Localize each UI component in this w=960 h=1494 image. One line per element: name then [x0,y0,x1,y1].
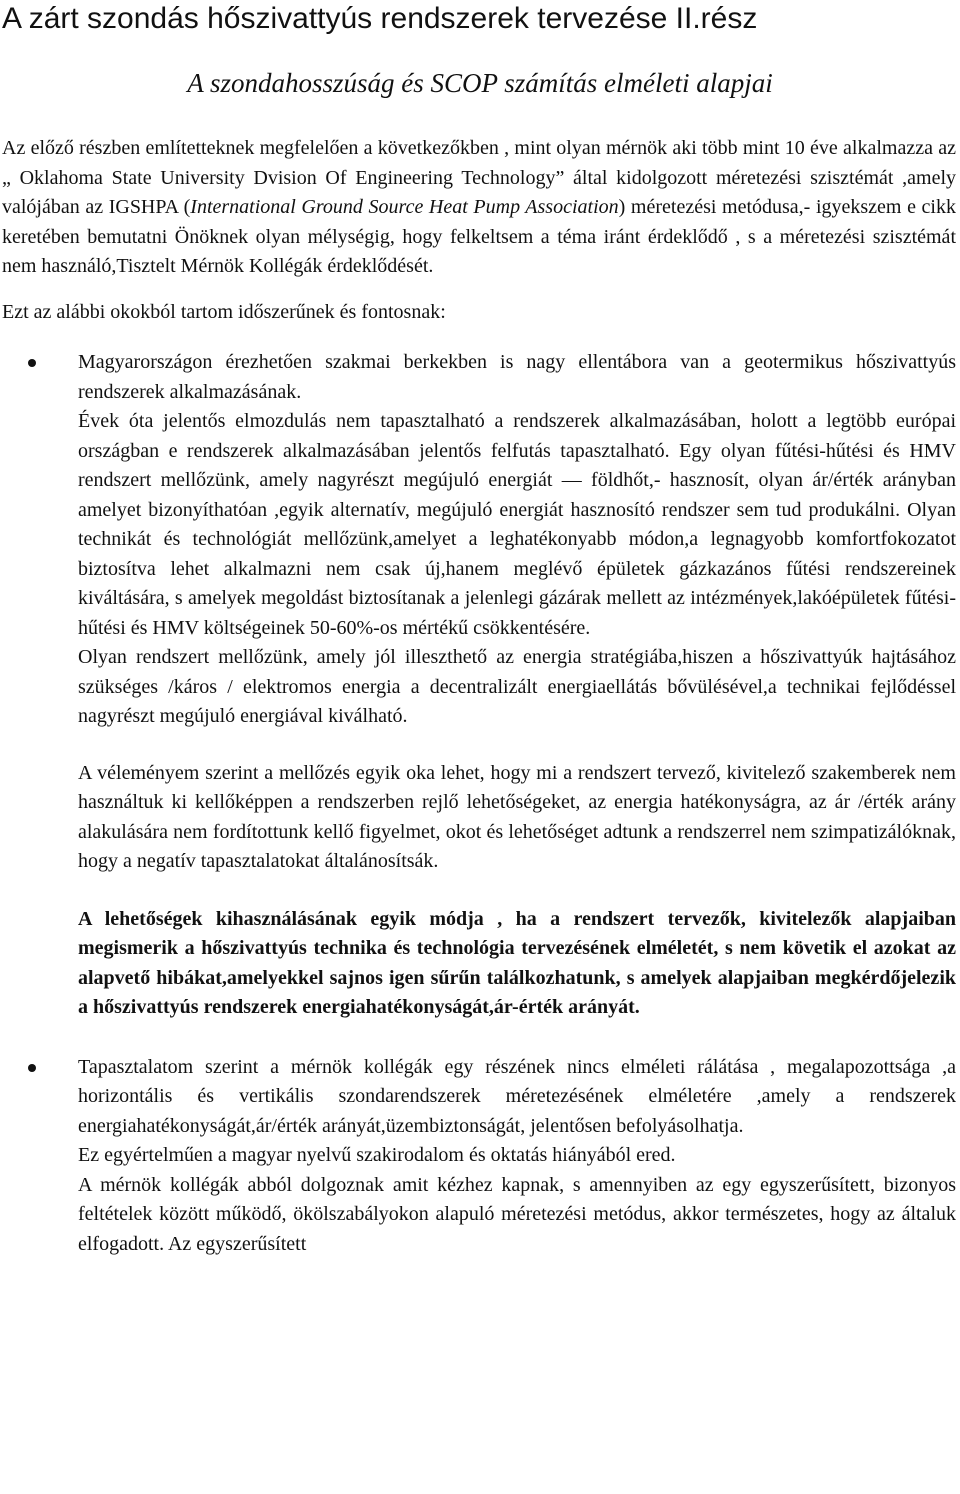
bullet2-paragraph-2: Ez egyértelműen a magyar nyelvű szakirodalom és oktatás hiányából ered. [78,1144,676,1166]
bullet1-paragraph-1: Magyarországon érezhetően szakmai berkekben is nagy ellentábora van a geotermikus hőszivattyús rendszerek alkalmazásának. [78,351,956,403]
spacer [78,1023,956,1053]
spacer [78,732,956,759]
bullet2-paragraph-1: Tapasztalatom szerint a mérnök kollégák egy részének nincs elméleti rálátása , megalapozottsága ,a horizontális és vertikális szondarendszerek méretezésének elméletére ,amely a rendszerek energiahatékonyságát,ár/érték arányát,üzembiztonságát, jelentősen befolyásolhatja. [78,1055,956,1137]
list-item [2,348,956,1053]
intro-paragraph [2,134,956,282]
spacer [78,877,956,905]
document-subtitle: A szondahosszúság és SCOP számítás elméleti alapjai [187,68,773,98]
document-title: A zárt szondás hőszivattyús rendszerek tervezése II.rész [2,2,758,35]
intro-text-b: ) méretezési metódusa,- igyekszem e cikk keretében bemutatni Önöknek olyan mélységig, hogy felkeltsem a téma iránt érdeklődő , s a méretezési szisztémát nem használó,Tisztelt Mérnök Kollégák érdeklődését. [2,196,956,277]
intro-text-a: Az előző részben említetteknek megfelelően a következőkben , mint olyan mérnök aki több mint 10 éve alkalmazza az „ Oklahoma State University Dvision Of Engineering Technology” által kidolgozott méretezési szisztémát ,amely valójában az IGSHPA ( [2,137,956,218]
intro-text-italic: International Ground Source Heat Pump Association [190,196,619,218]
bullet2-paragraph-3: A mérnök kollégák abból dolgoznak amit kézhez kapnak, s amennyiben az egy egyszerűsített, bizonyos feltételek között működő, ökölszabályokon alapuló méretezési metódus, akkor természetes, hogy az általuk elfogadott. Az egyszerűsített [78,1173,956,1255]
document-body [2,134,956,1259]
bullet-icon [28,359,36,367]
list-item [2,1053,956,1260]
reasons-intro: Ezt az alábbi okokból tartom időszerűnek és fontosnak: [2,300,446,323]
bullet1-paragraph-5: A lehetőségek kihasználásának egyik módja , ha a rendszert tervezők, kivitelezők alapjaiban megismerik a hőszivattyús technika és technológia tervezésének elméletét, s nem követik el azokat az alapvető hibákat,amelyekkel sajnos igen sűrűn találkozhatunk, s amelyek alapjaiban megkérdőjelezik a hőszivattyús rendszerek energiahatékonyságát,ár-érték arányát. [78,907,956,1018]
bullet1-paragraph-2: Évek óta jelentős elmozdulás nem tapasztalható a rendszerek alkalmazásában, holott a legtöbb európai országban e rendszerek alkalmazásában jelentős felfutás tapasztalható. Egy olyan fűtési-hűtési és HMV rendszert mellőzünk, amely nagyrészt megújuló energiát — földhőt,- hasznosít, olyan ár/érték arányban amelyet bizonyíthatóan ,egyik alternatív, megújuló energiát hasznosító rendszer sem tud produkálni. Olyan technikát és technológiát mellőzünk,amelyet a leghatékonyabb módon,a legnagyobb komfortfokozatot biztosítva lehet alkalmazni nem csak új,hanem meglévő épületek gázkazános fűtési rendszereinek kiváltására, s amelyek megoldást biztosítanak a jelenlegi gázárak mellett az intézmények,lakóépületek fűtési-hűtési és HMV költségeinek 50-60%-os mértékű csökkentésére. [78,410,956,639]
bullet1-paragraph-3: Olyan rendszert mellőzünk, amely jól illeszthető az energia stratégiába,hiszen a hőszivattyúk hajtásához szükséges /káros / elektromos energia a decentralizált energiaellátás bővülésével,a technikai fejlődéssel nagyrészt megújuló energiával kiválható. [78,646,956,727]
reasons-list [2,348,956,1259]
bullet1-paragraph-4: A véleményem szerint a mellőzés egyik oka lehet, hogy mi a rendszert tervező, kivitelező szakemberek nem használtuk ki kellőképpen a rendszerben rejlő lehetőségeket, az energia hatékonyságra, az ár /érték arány alakulására nem fordítottunk kellő figyelmet, okot és lehetőséget adtunk a rendszerrel nem szimpatizálóknak, hogy a negatív tapasztalatokat általánosítsák. [78,761,956,872]
bullet-icon [28,1064,36,1072]
